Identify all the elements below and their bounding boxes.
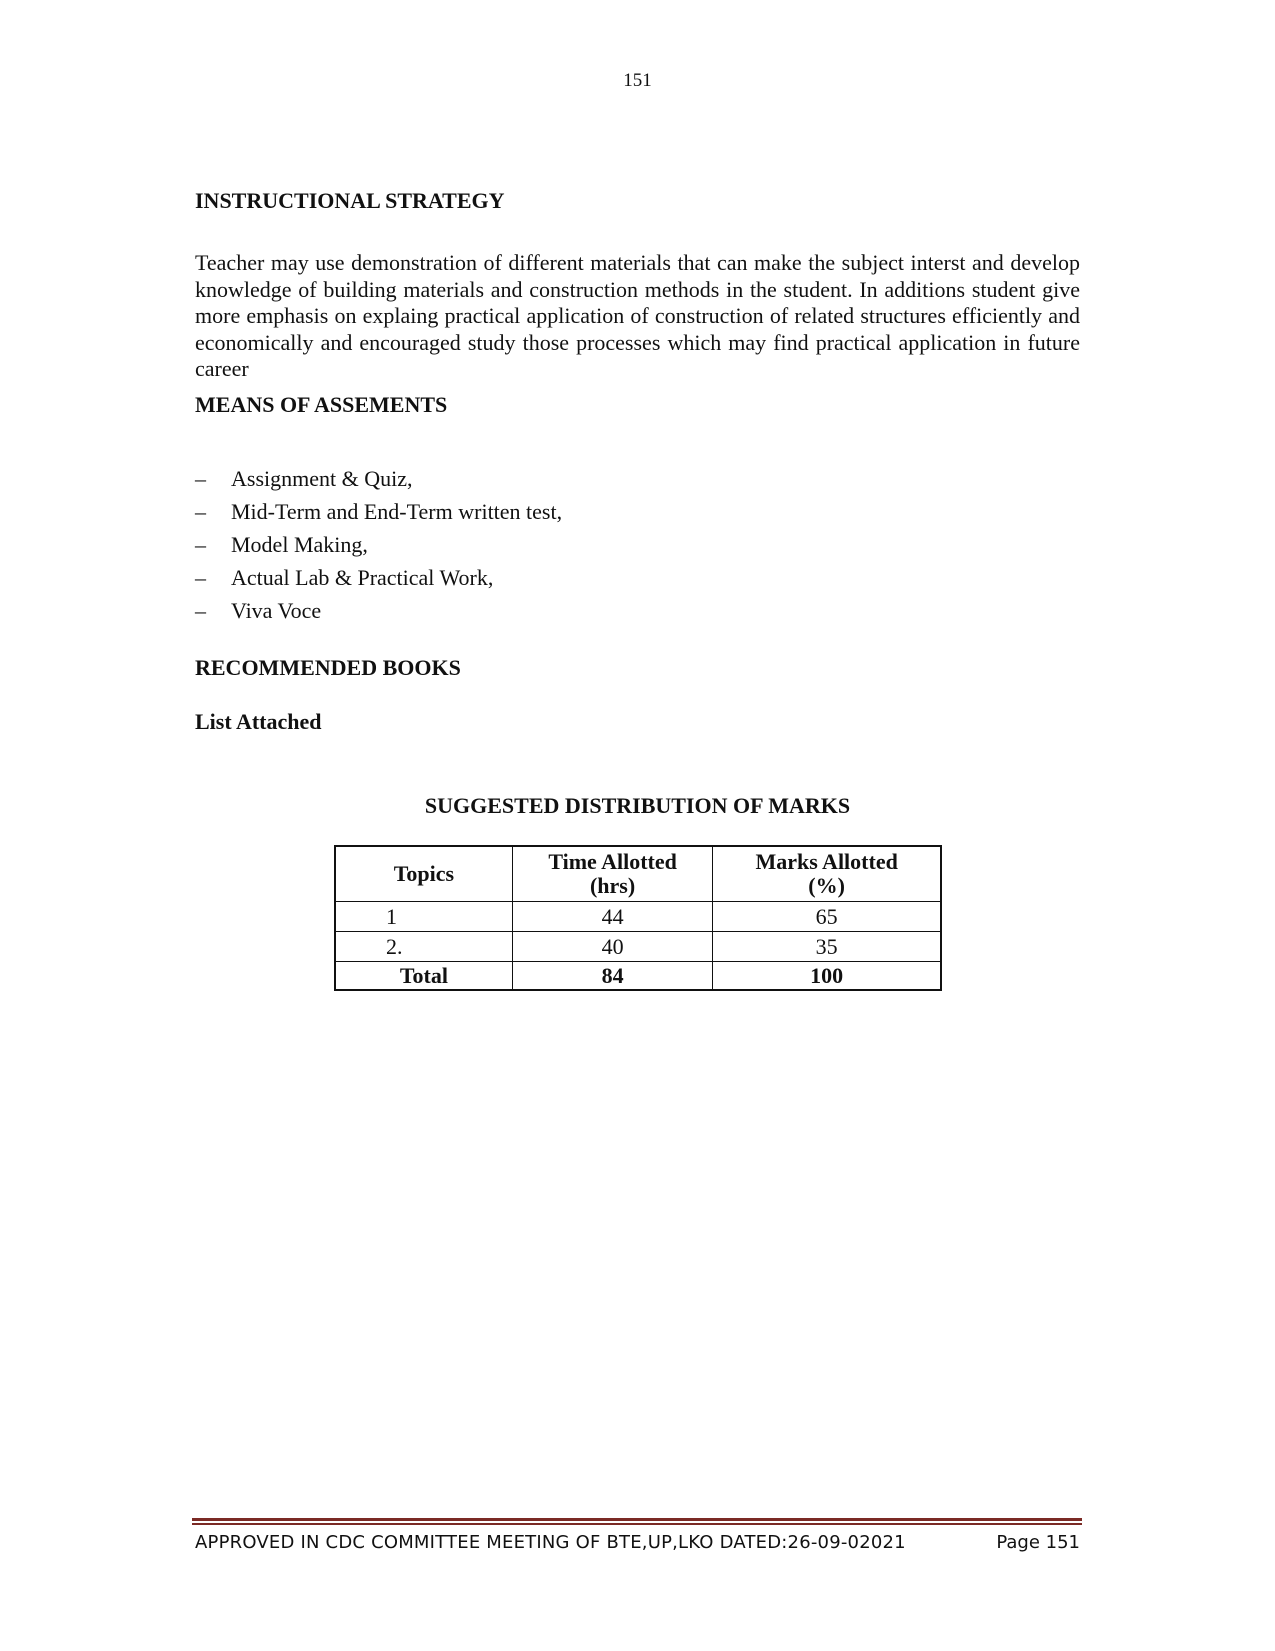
list-item	[195, 565, 562, 598]
list-item-text: Viva Voce	[231, 598, 322, 623]
dash-bullet-icon: –	[195, 598, 206, 623]
column-header-time-allotted: Time Allotted (hrs)	[512, 846, 712, 902]
topic-cell: 2.	[335, 932, 512, 962]
dash-bullet-icon: –	[195, 532, 206, 557]
means-of-assessment-heading: MEANS OF ASSEMENTS	[195, 392, 448, 417]
list-item-text: Mid-Term and End-Term written test,	[231, 499, 563, 524]
assessment-list	[195, 466, 562, 631]
dash-bullet-icon: –	[195, 499, 206, 524]
time-cell: 44	[512, 902, 712, 932]
marks-table-title: SUGGESTED DISTRIBUTION OF MARKS	[424, 793, 851, 818]
recommended-books-note: List Attached	[195, 709, 322, 734]
total-label-cell: Total	[335, 962, 512, 991]
table-row	[335, 902, 941, 932]
table-row	[335, 932, 941, 962]
marks-cell: 65	[713, 902, 941, 932]
total-marks-cell: 100	[713, 962, 941, 991]
total-time-cell: 84	[512, 962, 712, 991]
instructional-strategy-text: Teacher may use demonstration of different materials that can make the subject interst and develop knowledge of building materials and construction methods in the student. In additions student give more emphasis on explaing practical application of construction of related structures efficiently and economically and encouraged study those processes which may find practical application in future career	[195, 250, 1080, 381]
footer-divider	[192, 1518, 1082, 1525]
column-header-marks-allotted: Marks Allotted (%)	[713, 846, 941, 902]
topic-cell: 1	[335, 902, 512, 932]
column-header-topics: Topics	[335, 846, 512, 902]
list-item-text: Actual Lab & Practical Work,	[231, 565, 494, 590]
list-item	[195, 499, 562, 532]
instructional-strategy-heading: INSTRUCTIONAL STRATEGY	[195, 188, 505, 213]
time-cell: 40	[512, 932, 712, 962]
list-item-text: Assignment & Quiz,	[231, 466, 413, 491]
marks-cell: 35	[713, 932, 941, 962]
list-item	[195, 598, 562, 631]
table-header-row	[335, 846, 941, 902]
list-item	[195, 532, 562, 565]
dash-bullet-icon: –	[195, 565, 206, 590]
table-total-row	[335, 962, 941, 991]
dash-bullet-icon: –	[195, 466, 206, 491]
footer-page-label: Page 151	[996, 1532, 1080, 1553]
marks-distribution-table	[334, 845, 942, 991]
page-number: 151	[623, 70, 652, 91]
list-item-text: Model Making,	[231, 532, 368, 557]
recommended-books-heading: RECOMMENDED BOOKS	[195, 655, 461, 680]
list-item	[195, 466, 562, 499]
footer-approval-text: APPROVED IN CDC COMMITTEE MEETING OF BTE,UP,LKO DATED:26-09-02021	[195, 1532, 906, 1553]
